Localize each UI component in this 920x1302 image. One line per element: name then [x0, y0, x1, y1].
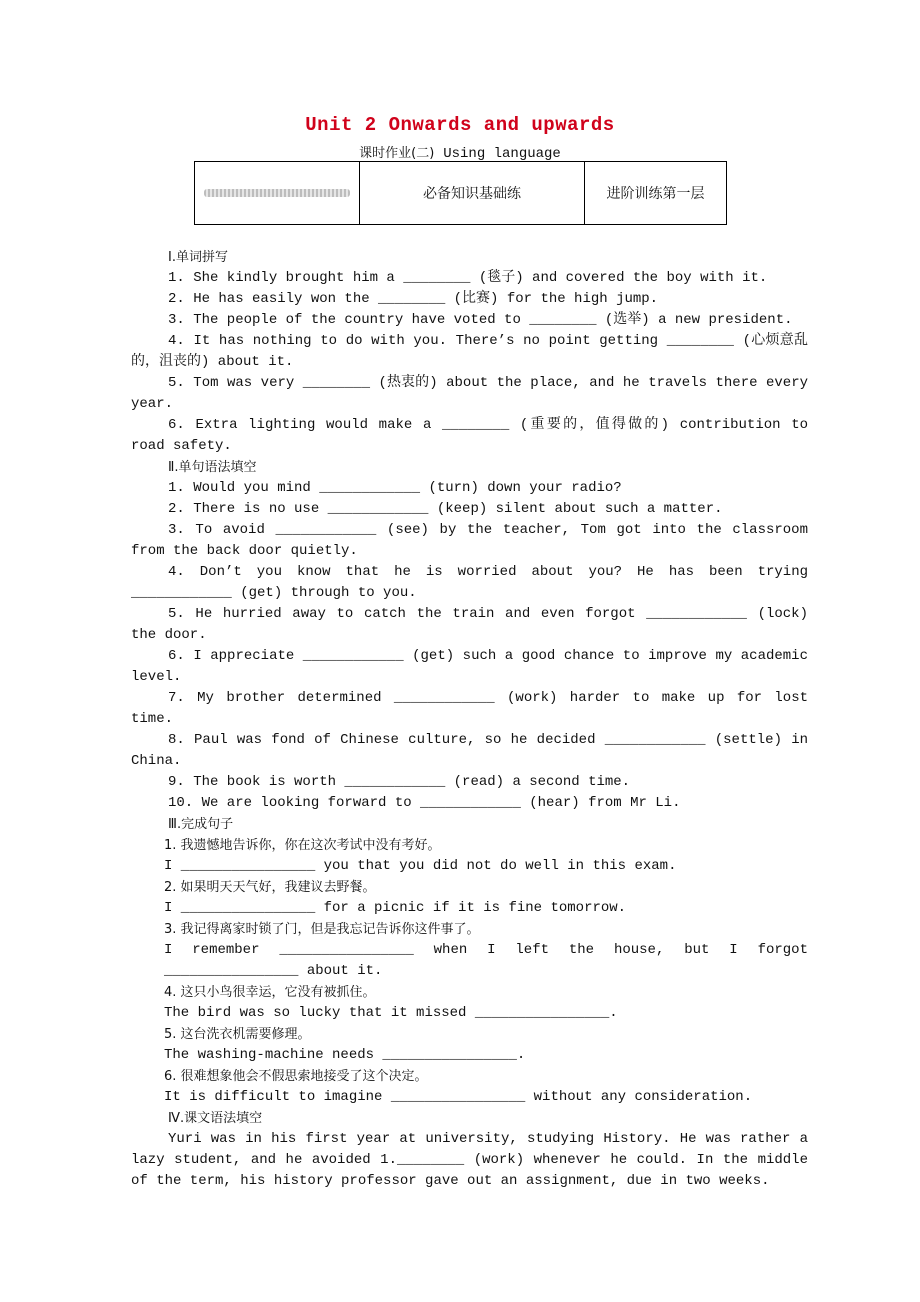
translation-prompt: 3. 我记得离家时锁了门，但是我忘记告诉你这件事了。	[164, 922, 480, 937]
translation-prompt: 5. 这台洗衣机需要修理。	[164, 1027, 311, 1042]
subtitle-en: Using language	[443, 146, 561, 162]
question-item: 4. Don’t you know that he is worried about you? He has been trying ____________ (get) through to you.	[131, 564, 808, 601]
question-item: 5. Tom was very ________ (热衷的) about the place, and he travels there every year.	[131, 375, 808, 412]
header-cell-basic: 必备知识基础练	[360, 162, 585, 225]
translation-prompt: 6. 很难想象他会不假思索地接受了这个决定。	[164, 1069, 428, 1084]
question-item: 7. My brother determined ____________ (work) harder to make up for lost time.	[131, 690, 808, 727]
question-item: 3. The people of the country have voted to ________ (选举) a new president.	[168, 312, 793, 328]
translation-answer: I ________________ for a picnic if it is fine tomorrow.	[164, 900, 627, 916]
question-item: 10. We are looking forward to ____________ (hear) from Mr Li.	[168, 795, 681, 811]
translation-answer: The bird was so lucky that it missed ________________.	[164, 1005, 618, 1021]
header-table	[194, 161, 727, 225]
question-item: 2. There is no use ____________ (keep) silent about such a matter.	[168, 501, 723, 517]
translation-answer: I remember ________________ when I left the house, but I forgot ________________ about it.	[164, 942, 808, 979]
section-heading: Ⅰ.单词拼写	[168, 250, 228, 265]
header-cell-advanced: 进阶训练第一层	[585, 162, 727, 225]
exercise-body	[131, 247, 808, 1192]
page-title: Unit 2 Onwards and upwards	[305, 114, 615, 136]
header-logo-cell	[195, 162, 360, 225]
decorative-bar-icon	[204, 189, 350, 197]
question-item: 1. She kindly brought him a ________ (毯子) and covered the boy with it.	[168, 270, 768, 286]
question-item: 5. He hurried away to catch the train and even forgot ____________ (lock) the door.	[131, 606, 808, 643]
question-item: 4. It has nothing to do with you. There’s no point getting ________ (心烦意乱的，沮丧的) about it.	[131, 333, 808, 370]
page-subtitle	[0, 142, 920, 162]
translation-answer: The washing-machine needs ________________.	[164, 1047, 526, 1063]
section-heading: Ⅳ.课文语法填空	[168, 1111, 263, 1126]
question-item: 2. He has easily won the ________ (比赛) for the high jump.	[168, 291, 659, 307]
question-item: 6. I appreciate ____________ (get) such a good chance to improve my academic level.	[131, 648, 808, 685]
translation-prompt: 1. 我遗憾地告诉你，你在这次考试中没有考好。	[164, 838, 441, 853]
question-item: 1. Would you mind ____________ (turn) down your radio?	[168, 480, 622, 496]
question-item: 9. The book is worth ____________ (read) a second time.	[168, 774, 631, 790]
question-item: 6. Extra lighting would make a ________ (重要的，值得做的) contribution to road safety.	[131, 417, 808, 454]
question-item: 3. To avoid ____________ (see) by the teacher, Tom got into the classroom from the back door quietly.	[131, 522, 808, 559]
translation-answer: It is difficult to imagine ________________ without any consideration.	[164, 1089, 753, 1105]
section-heading: Ⅱ.单句语法填空	[168, 460, 257, 475]
subtitle-cn: 课时作业(二)	[359, 146, 435, 161]
passage-text: Yuri was in his first year at university, studying History. He was rather a lazy student, and he avoided 1.________ (work) whenever he could. In the middle of the term, his history professor gave out an assignment, due in two weeks.	[131, 1131, 808, 1189]
translation-prompt: 2. 如果明天天气好，我建议去野餐。	[164, 880, 376, 895]
question-item: 8. Paul was fond of Chinese culture, so he decided ____________ (settle) in China.	[131, 732, 808, 769]
section-heading: Ⅲ.完成句子	[168, 817, 234, 832]
translation-prompt: 4. 这只小鸟很幸运，它没有被抓住。	[164, 985, 376, 1000]
translation-answer: I ________________ you that you did not do well in this exam.	[164, 858, 677, 874]
